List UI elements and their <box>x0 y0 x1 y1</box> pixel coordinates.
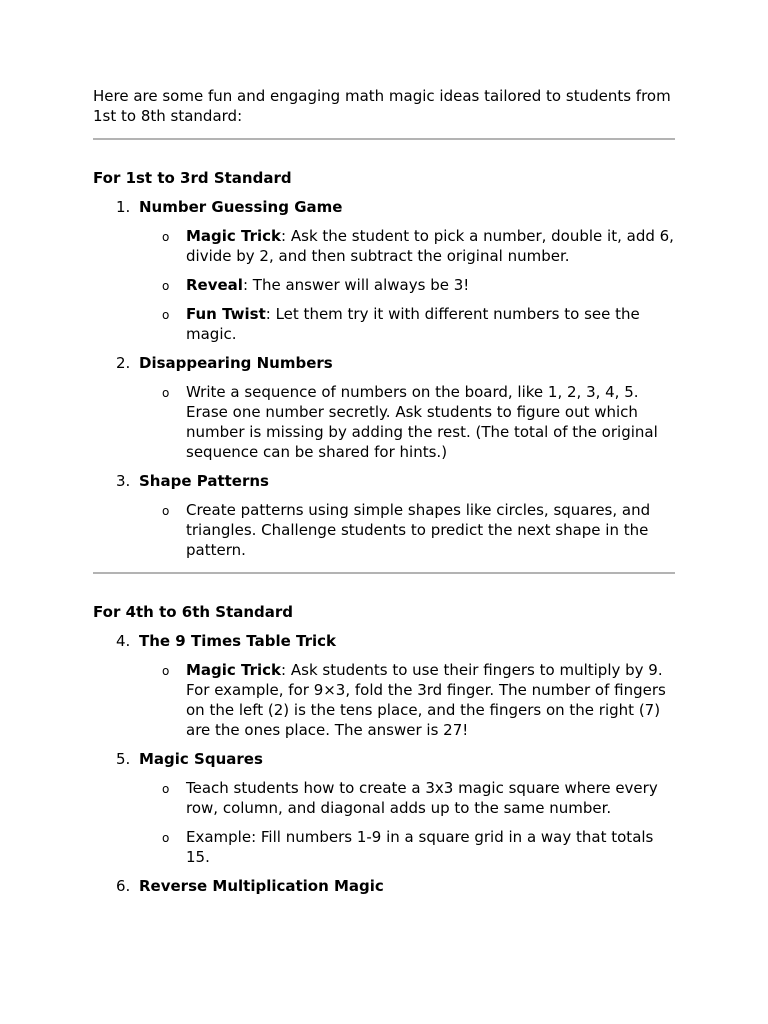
bullet-item <box>139 275 675 295</box>
list-item <box>93 631 675 740</box>
list-item <box>93 353 675 462</box>
list-item <box>93 471 675 560</box>
bullet-text: : Ask students to use their fingers to multiply by 9. For example, for 9×3, fold the 3rd finger. The number of fingers on the left (2) is the tens place, and the fingers on the right (7) are the ones place. The answer is 27! <box>186 661 666 739</box>
item-title: Shape Patterns <box>139 472 269 490</box>
item-title: The 9 Times Table Trick <box>139 632 336 650</box>
bullet-item <box>139 660 675 740</box>
section-heading: For 1st to 3rd Standard <box>93 169 292 187</box>
section-divider <box>93 138 675 140</box>
bullet-circle-icon: o <box>162 386 170 400</box>
bullet-list <box>139 660 675 740</box>
item-title: Reverse Multiplication Magic <box>139 877 384 895</box>
bullet-item <box>139 500 675 560</box>
bullet-list <box>139 382 675 462</box>
item-number: 3. <box>116 472 131 490</box>
bullet-lead: Magic Trick <box>186 661 282 679</box>
bullet-circle-icon: o <box>162 831 170 845</box>
bullet-text: Write a sequence of numbers on the board, like 1, 2, 3, 4, 5. Erase one number secretly. Ask students to figure out which number is missing by adding the rest. (The total of the original sequence can be shared for hints.) <box>186 383 658 461</box>
numbered-list <box>93 631 675 896</box>
item-number: 6. <box>116 877 131 895</box>
item-title: Magic Squares <box>139 750 263 768</box>
bullet-lead: Magic Trick <box>186 227 282 245</box>
item-number: 5. <box>116 750 131 768</box>
list-item <box>93 876 675 896</box>
list-item <box>93 197 675 344</box>
bullet-circle-icon: o <box>162 782 170 796</box>
bullet-circle-icon: o <box>162 308 170 322</box>
bullet-circle-icon: o <box>162 664 170 678</box>
bullet-list <box>139 500 675 560</box>
bullet-circle-icon: o <box>162 230 170 244</box>
bullet-list <box>139 226 675 344</box>
bullet-item <box>139 778 675 818</box>
numbered-list <box>93 197 675 560</box>
bullet-text: : Let them try it with different numbers to see the magic. <box>186 305 640 343</box>
section-heading: For 4th to 6th Standard <box>93 603 294 621</box>
bullet-list <box>139 778 675 867</box>
bullet-circle-icon: o <box>162 504 170 518</box>
item-number: 1. <box>116 198 131 216</box>
bullet-lead: Fun Twist <box>186 305 266 323</box>
item-title: Number Guessing Game <box>139 198 343 216</box>
bullet-text: Create patterns using simple shapes like circles, squares, and triangles. Challenge students to predict the next shape in the pattern. <box>186 501 651 559</box>
document-page <box>93 86 675 896</box>
bullet-item <box>139 827 675 867</box>
bullet-item <box>139 304 675 344</box>
bullet-lead: Reveal <box>186 276 243 294</box>
list-item <box>93 749 675 867</box>
item-number: 4. <box>116 632 131 650</box>
sections-container <box>93 168 675 896</box>
bullet-text: : Ask the student to pick a number, double it, add 6, divide by 2, and then subtract the original number. <box>186 227 674 265</box>
item-title: Disappearing Numbers <box>139 354 333 372</box>
bullet-text: Teach students how to create a 3x3 magic square where every row, column, and diagonal adds up to the same number. <box>186 779 658 817</box>
bullet-text: : The answer will always be 3! <box>242 276 470 294</box>
intro-paragraph: Here are some fun and engaging math magic ideas tailored to students from 1st to 8th standard: <box>93 87 671 125</box>
item-number: 2. <box>116 354 131 372</box>
section-divider <box>93 572 675 574</box>
bullet-item <box>139 382 675 462</box>
bullet-circle-icon: o <box>162 279 170 293</box>
bullet-item <box>139 226 675 266</box>
bullet-text: Example: Fill numbers 1-9 in a square grid in a way that totals 15. <box>186 828 654 866</box>
